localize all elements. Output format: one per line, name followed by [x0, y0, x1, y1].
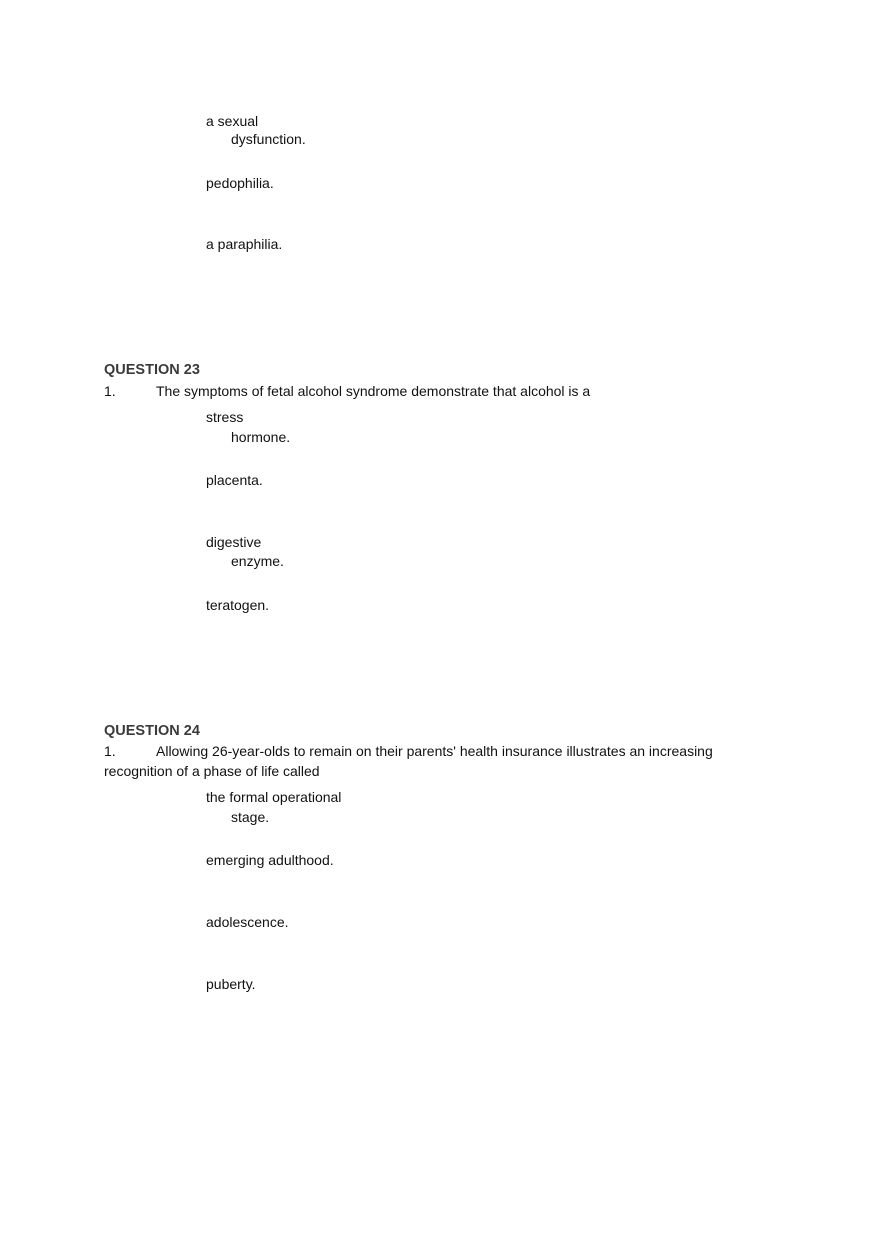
answer-option: puberty. — [206, 976, 256, 992]
question-heading: QUESTION 23 — [104, 362, 200, 378]
answer-option: digestive — [206, 534, 262, 550]
answer-option-continued: hormone. — [231, 429, 291, 445]
question-text-continued: recognition of a phase of life called — [104, 763, 320, 779]
question-number: 1. — [104, 383, 116, 399]
answer-option-continued: stage. — [231, 809, 270, 825]
answer-option-continued: enzyme. — [231, 553, 284, 569]
answer-option: a paraphilia. — [206, 236, 283, 252]
answer-option: placenta. — [206, 472, 263, 488]
question-text: The symptoms of fetal alcohol syndrome demonstrate that alcohol is a — [156, 383, 591, 399]
question-heading: QUESTION 24 — [104, 723, 200, 739]
question-text: Allowing 26-year-olds to remain on their parents' health insurance illustrates an increasing — [156, 743, 713, 759]
answer-option: teratogen. — [206, 597, 270, 613]
question-number: 1. — [104, 743, 116, 759]
answer-option: a sexual — [206, 113, 259, 129]
answer-option: emerging adulthood. — [206, 852, 334, 868]
answer-option: pedophilia. — [206, 175, 274, 191]
answer-option: the formal operational — [206, 789, 342, 805]
answer-option: adolescence. — [206, 914, 289, 930]
answer-option-continued: dysfunction. — [231, 131, 306, 147]
answer-option: stress — [206, 409, 244, 425]
